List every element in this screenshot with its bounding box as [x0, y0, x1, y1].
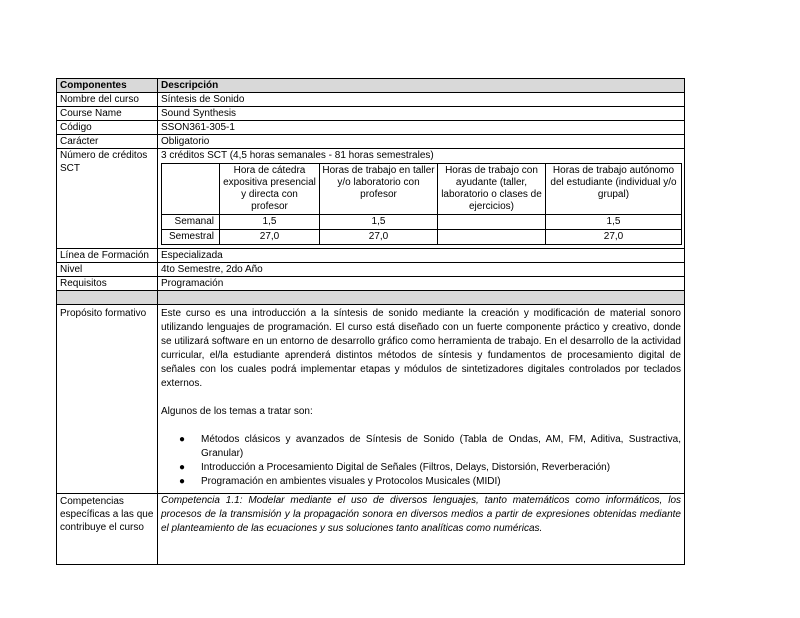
course-table: [56, 78, 685, 565]
bullet-icon: ●: [179, 462, 186, 473]
value-nivel: 4to Semestre, 2do Año: [158, 263, 685, 277]
value-caracter: Obligatorio: [158, 135, 685, 149]
sct-cell: 1,5: [320, 215, 438, 230]
list-item: [179, 433, 681, 461]
value-proposito: [158, 305, 685, 494]
label-nivel: Nivel: [57, 263, 158, 277]
value-competencias: Competencia 1.1: Modelar mediante el uso de diversos lenguajes, tanto matemáticos como informáticos, los procesos de la transmisión y la propagación sonora en diversos medios a partir de expresiones obtenidas mediante el planteamiento de las ecuaciones y sus soluciones tanto analíticas como numéricas.: [158, 494, 685, 565]
sct-label-semanal: Semanal: [162, 215, 220, 230]
header-descripcion: Descripción: [158, 79, 685, 93]
list-item: [179, 475, 681, 489]
value-requisitos: Programación: [158, 277, 685, 291]
header-row: [57, 79, 685, 93]
sct-row-semestral: [162, 230, 682, 245]
value-creditos-cell: [158, 149, 685, 249]
value-linea: Especializada: [158, 249, 685, 263]
label-linea: Línea de Formación: [57, 249, 158, 263]
topic-text: Métodos clásicos y avanzados de Síntesis de Sonido (Tabla de Ondas, AM, FM, Aditiva, Sustractiva, Granular): [201, 434, 681, 459]
label-course-name: Course Name: [57, 107, 158, 121]
topics-intro: Algunos de los temas a tratar son:: [161, 406, 313, 417]
sct-cell: 27,0: [220, 230, 320, 245]
value-course-name: Sound Synthesis: [158, 107, 685, 121]
topic-text: Programación en ambientes visuales y Protocolos Musicales (MIDI): [201, 476, 501, 487]
sct-label-semestral: Semestral: [162, 230, 220, 245]
separator-cell: [57, 291, 158, 305]
row-codigo: [57, 121, 685, 135]
sct-cell: [438, 215, 546, 230]
sct-cell: 27,0: [546, 230, 682, 245]
label-competencias: Competencias específicas a las que contribuye el curso: [57, 494, 158, 565]
sct-header-row: [162, 164, 682, 215]
label-nombre: Nombre del curso: [57, 93, 158, 107]
sct-cell: 27,0: [320, 230, 438, 245]
row-nombre: [57, 93, 685, 107]
header-componentes: Componentes: [57, 79, 158, 93]
row-competencias: [57, 494, 685, 565]
label-proposito: Propósito formativo: [57, 305, 158, 494]
row-requisitos: [57, 277, 685, 291]
sct-cell: 1,5: [220, 215, 320, 230]
sct-header-taller: Horas de trabajo en taller y/o laboratorio con profesor: [320, 164, 438, 215]
proposito-paragraph: Este curso es una introducción a la síntesis de sonido mediante la creación y modificación de material sonoro utilizando lenguajes de programación. El curso está diseñado con un fuerte componente práctico y creativo, donde se utilizará software en un entorno de desarrollo gráfico como herramienta de trabajo. En el desarrollo de la actividad curricular, el/la estudiante aprenderá distintos métodos de síntesis y fundamentos de procesamiento digital de señales con los cuales podrá implementar etapas y módulos de sintetizadores digitales controlados por teclados externos.: [161, 308, 681, 389]
value-nombre: Síntesis de Sonido: [158, 93, 685, 107]
separator-cell: [158, 291, 685, 305]
value-creditos: 3 créditos SCT (4,5 horas semanales - 81 horas semestrales): [161, 150, 434, 161]
row-caracter: [57, 135, 685, 149]
separator-row: [57, 291, 685, 305]
list-item: [179, 461, 681, 475]
label-requisitos: Requisitos: [57, 277, 158, 291]
sct-cell: [438, 230, 546, 245]
bullet-icon: ●: [179, 434, 186, 445]
bullet-icon: ●: [179, 476, 186, 487]
row-nivel: [57, 263, 685, 277]
topic-text: Introducción a Procesamiento Digital de Señales (Filtros, Delays, Distorsión, Reverberación): [201, 462, 611, 473]
value-codigo: SSON361-305-1: [158, 121, 685, 135]
row-proposito: [57, 305, 685, 494]
sct-header-catedra: Hora de cátedra expositiva presencial y directa con profesor: [220, 164, 320, 215]
row-course-name: [57, 107, 685, 121]
sct-row-semanal: [162, 215, 682, 230]
sct-header-autonomo: Horas de trabajo autónomo del estudiante (individual y/o grupal): [546, 164, 682, 215]
label-creditos: Número de créditos SCT: [57, 149, 158, 249]
row-linea: [57, 249, 685, 263]
sct-header-ayudante: Horas de trabajo con ayudante (taller, laboratorio o clases de ejercicios): [438, 164, 546, 215]
label-caracter: Carácter: [57, 135, 158, 149]
topics-list: [161, 433, 681, 489]
sct-hours-table: [161, 163, 682, 245]
sct-cell: 1,5: [546, 215, 682, 230]
row-creditos: [57, 149, 685, 249]
sct-corner: [162, 164, 220, 215]
label-codigo: Código: [57, 121, 158, 135]
